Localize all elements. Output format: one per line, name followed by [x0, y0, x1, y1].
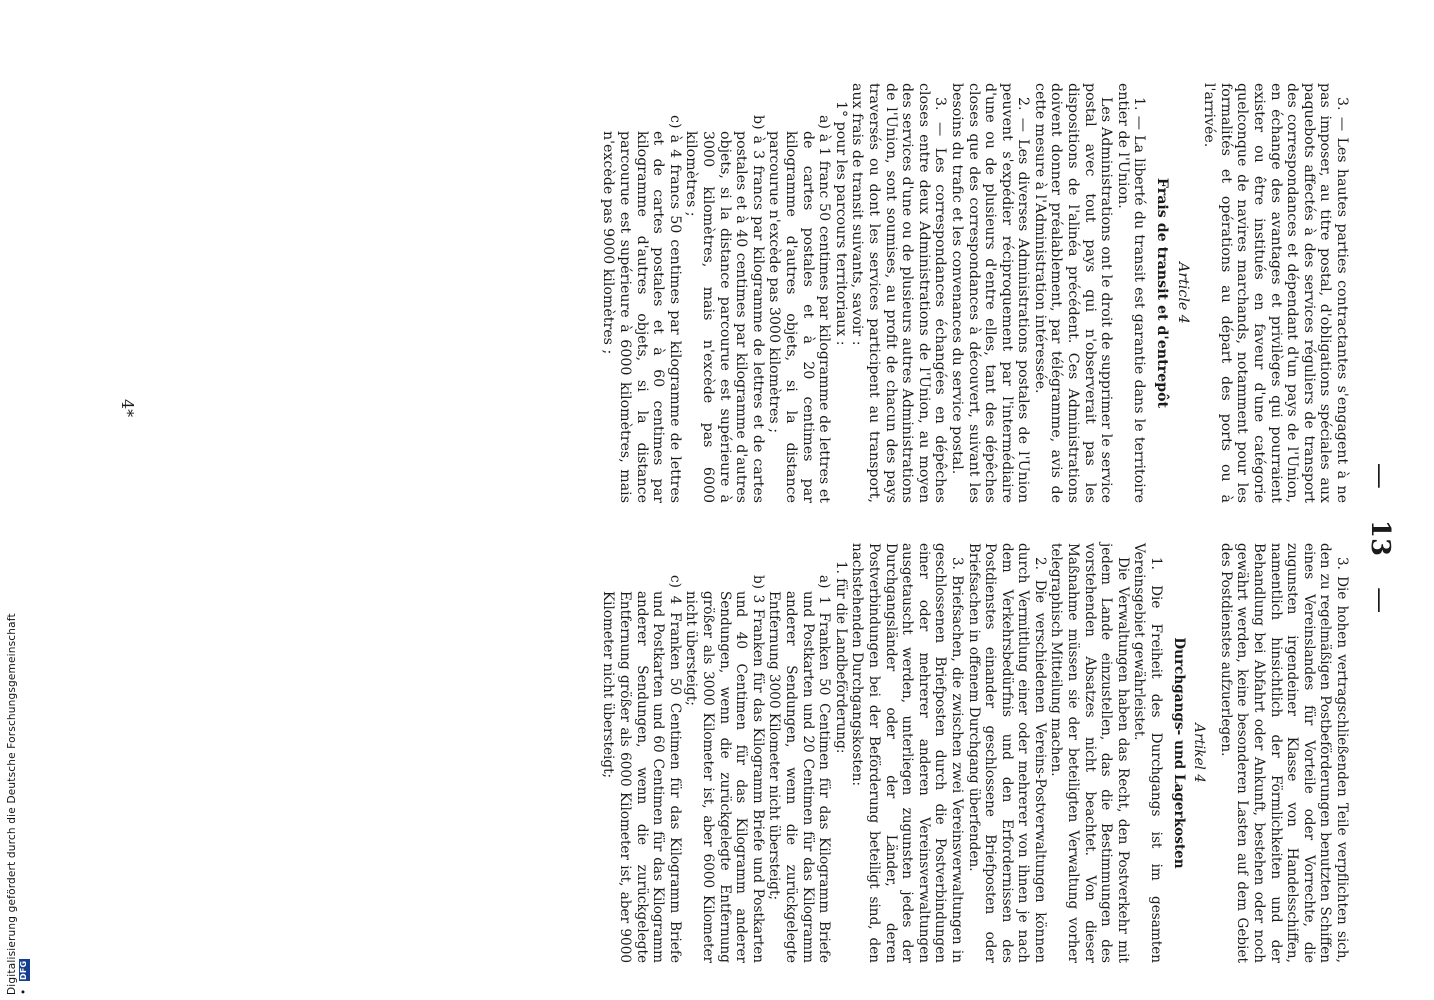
fr-clause-2: 2. — Les diverses Administrations postales de l'Union peuvent s'expédier réciproquement par l'intermédiaire d'une ou de plusieurs d'entre elles, tant des dépêches closes que des correspondances à découvert, suivant les besoins du trafic et les convenances du service postal. [948, 83, 1032, 503]
de-list-a: a) 1 Franken 50 Centimen für das Kilogramm Briefe und Postkarten und 20 Centimen für das Kilogramm anderer Sendungen, wenn die zurückgelegte Entfernung 3000 Kilometer nicht übersteigt; [766, 575, 833, 963]
header-dash-left: — [1365, 462, 1395, 489]
de-clause-2: 2. Die verschiedenen Vereins-Postverwaltungen können durch Vermittlung einer oder mehrerer von ihnen je nach dem Verkehrsbedürfnis und den Erfordernissen des Postdienstes einander geschlossene Briefposten oder Briefsachen in offenem Durchgang überfenden. [965, 543, 1048, 963]
dfg-logo-icon: DFG [19, 960, 28, 980]
de-list-b: b) 3 Franken für das Kilogramm Briefe und Postkarten und 40 Centimen für das Kilogramm anderer Sendungen, wenn die zurückgelegte Entfernung größer als 3000 Kilometer ist, aber 6000 Kilometer nicht übersteigt; [683, 575, 766, 963]
page-header [1355, 83, 1395, 993]
de-paragraph-3: 3. Die hohen vertragschließenden Teile verpflichten sich, den zu regelmäßigen Postbeförderungen benutzten Schiffen eines Vereinslandes für Vorteile oder Vorrechte, die zugunsten irgendeiner Klasse von Handelsschiffen, namentlich hinsichtlich der Förmlichkeiten und der Behandlung bei Abfahrt oder Ankunft, bestehen oder noch gewährt werden, keine besonderen Lasten auf dem Gebiet des Postdienstes aufzuerlegen. [1217, 543, 1350, 963]
fr-list-b: b) à 3 francs par kilogramme de lettres et de cartes postales et à 40 centimes par kilogramme d'autres objets, si la distance parcourue est supérieure à 3000 kilomètres, mais n'excède pas 6000 kilomètres ; [683, 115, 766, 503]
de-clause-1: 1. Die Freiheit des Durchgangs ist im gesamten Vereinsgebiet gewährleistet. [1131, 543, 1165, 963]
de-list-c: c) 4 Franken 50 Centimen für das Kilogramm Briefe und Postkarten und 60 Centimen für das Kilogramm anderer Sendungen, wenn die zurückgelegte Entfernung größer als 6000 Kilometer ist, aber 9000 Kilometer nicht übersteigt; [600, 575, 683, 963]
german-column [600, 543, 1350, 963]
de-clause-1b: Die Verwaltungen haben das Recht, den Postverkehr mit jedem Lande einzustellen, das die Bestimmungen des vorstehenden Absatzes nicht beachtet. Von dieser Maßnahme müssen sie der beteiligten Verwaltung vorher telegraphisch Mitteilung machen. [1048, 543, 1131, 963]
digitization-credit [6, 605, 30, 995]
de-article-title: Durchgangs- und Lagerkosten [1170, 637, 1187, 869]
de-list-1: 1. für die Landbeförderung: [832, 561, 849, 754]
de-article-heading: Artikel 4 [1191, 723, 1208, 783]
fr-paragraph-3: 3. — Les hautes parties contractantes s'engagent à ne pas imposer, au titre postal, d'obligations spéciales aux paquebots affectés à des services réguliers de transport des correspondances et dépendant d'un pays de l'Union, en échange des avantages et privilèges qui pourraient exister ou être institués en faveur d'une catégorie quelconque de navires marchands, notamment pour les formalités et opérations au départ des ports ou à l'arrivée. [1201, 83, 1350, 503]
fr-article-title: Frais de transit et d'entrepôt [1154, 177, 1171, 409]
fr-clause-1b: Les Administrations ont le droit de supprimer le service postal avec tout pays qui n'observerait pas les dispositions de l'alinéa précédent. Ces Administrations doivent donner préalablement, par télégramme, avis de cette mesure à l'Administration intéressée. [1031, 83, 1115, 503]
fr-clause-1: 1. — La liberté du transit est garantie dans le territoire entier de l'Union. [1114, 83, 1148, 503]
fr-list-1: 1° pour les parcours territoriaux : [832, 101, 849, 346]
credit-text: Digitalisierung gefördert durch die Deutsche Forschungsgemeinschaft • [6, 613, 30, 995]
fr-list-a: a) à 1 franc 50 centimes par kilogramme de lettres et de cartes postales et à 20 centimes par kilogramme d'autres objets, si la distance parcourue n'excède pas 3000 kilomètres ; [766, 115, 833, 503]
de-clause-3: 3. Briefsachen, die zwischen zwei Vereinsverwaltungen in geschlossenen Briefposten durch die Postverbindungen einer oder mehrerer anderen Vereinsverwaltungen ausgetauscht werden, unterliegen zugunsten jedes der Durchgangsländer oder der Länder, deren Postverbindungen bei der Beförderung beteiligt sind, den nachstehenden Durchgangskosten: [849, 543, 965, 963]
signature-mark: 4* [118, 399, 137, 418]
fr-clause-3: 3. — Les correspondances échangées en dépêches closes entre deux Administrations de l'Union, au moyen des services d'une ou de plusieurs autres Administrations de l'Union, sont soumises, au profit de chacun des pays traversés ou dont les services participent au transport, aux frais de transit suivants, savoir : [849, 83, 949, 503]
header-dash-right: — [1365, 587, 1395, 614]
fr-list-c: c) à 4 francs 50 centimes par kilogramme de lettres et de cartes postales et à 60 centimes par kilogramme d'autres objets, si la distance parcourue est supérieure à 6000 kilomètres, mais n'excède pas 9000 kilomètres ; [600, 115, 683, 503]
rotated-page [95, 83, 1395, 993]
fr-article-heading: Article 4 [1174, 262, 1191, 324]
page-number: 13 [1365, 519, 1395, 557]
french-column [600, 83, 1350, 503]
